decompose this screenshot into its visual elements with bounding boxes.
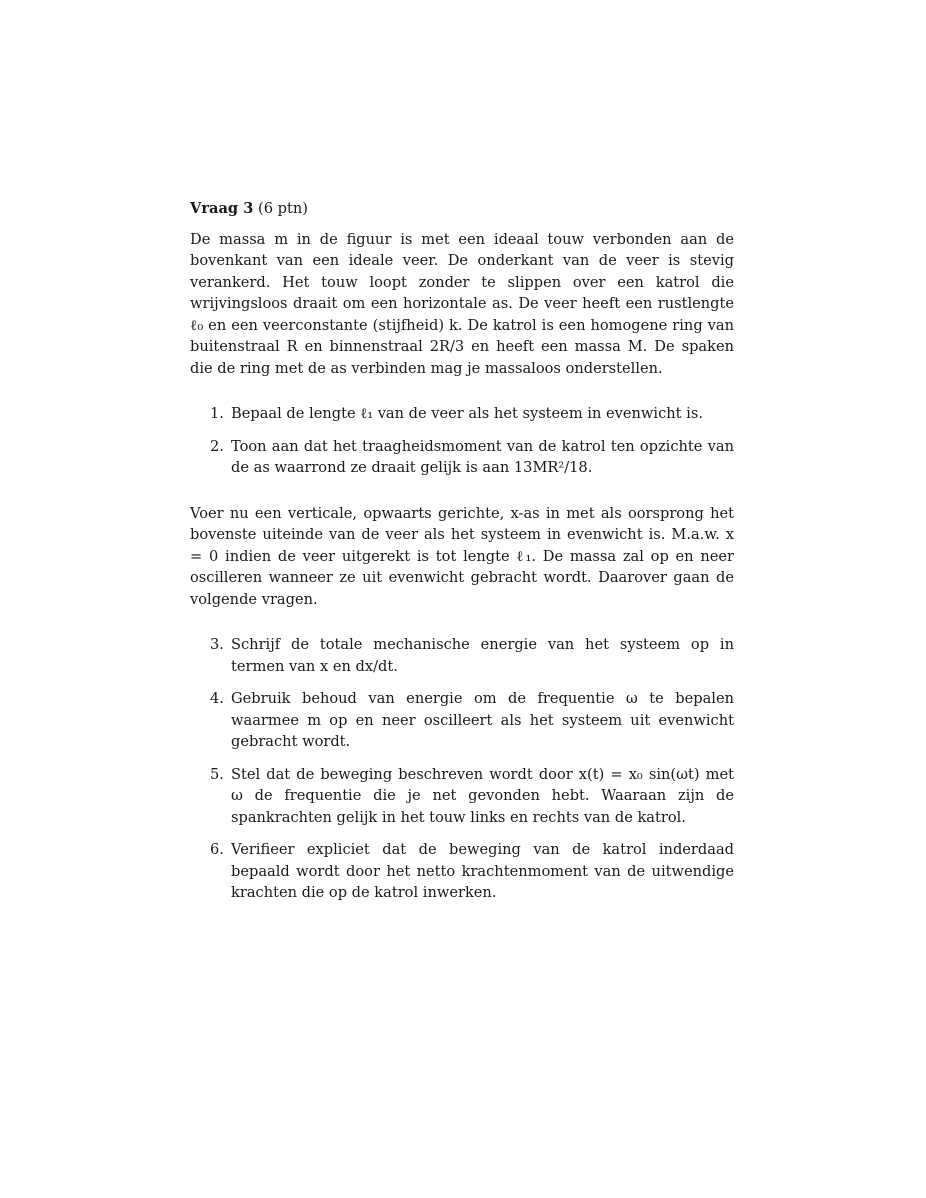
question-label: Vraag 3	[190, 200, 254, 217]
item-text: Verifieer expliciet dat de beweging van de katrol inderdaad bepaald wordt door het netto krachtenmoment van de uitwendige krachten die op de katrol inwerken.	[231, 841, 734, 901]
item-text: Bepaal de lengte ℓ₁ van de veer als het systeem in evenwicht is.	[231, 405, 703, 422]
item-number: 5.	[210, 765, 224, 783]
item-number: 4.	[210, 690, 224, 707]
item-number: 3.	[210, 636, 224, 653]
item-text: Gebruik behoud van energie om de frequentie ω te bepalen waarmee m op en neer oscilleert als het systeem uit evenwicht gebracht wordt.	[231, 690, 734, 750]
list-item	[190, 764, 734, 829]
list-item	[190, 634, 734, 677]
list-item	[190, 688, 734, 753]
list-item	[190, 436, 734, 479]
middle-paragraph: Voer nu een verticale, opwaarts gerichte, x-as in met als oorsprong het bovenste uiteinde van de veer als het systeem in evenwicht is. M.a.w. x = 0 indien de veer uitgerekt is tot lengte ℓ₁. De massa zal op en neer oscilleren wanneer ze uit evenwicht gebracht wordt. Daarover gaan de volgende vragen.	[190, 504, 734, 608]
item-number: 6.	[210, 841, 224, 858]
question-points: (6 ptn)	[258, 200, 308, 217]
item-text: Schrijf de totale mechanische energie van het systeem op in termen van x en dx/dt.	[231, 636, 734, 675]
item-text: Toon aan dat het traagheidsmoment van de katrol ten opzichte van de as waarrond ze draait gelijk is aan 13MR²/18.	[231, 437, 734, 476]
intro-paragraph: De massa m in de figuur is met een ideaal touw verbonden aan de bovenkant van een ideale veer. De onderkant van de veer is stevig verankerd. Het touw loopt zonder te slippen over een katrol die wrijvingsloos draait om een horizontale as. De veer heeft een rustlengte ℓ₀ en een veerconstante (stijfheid) k. De katrol is een homogene ring van buitenstraal R en binnenstraal 2R/3 en heeft een massa M. De spaken die de ring met de as verbinden mag je massaloos onderstellen.	[190, 230, 734, 377]
question-list-part-2	[190, 634, 734, 904]
item-number: 2.	[210, 437, 224, 455]
question-heading	[190, 198, 734, 220]
question-list-part-1	[190, 403, 734, 479]
item-number: 1.	[210, 405, 224, 422]
list-item	[190, 839, 734, 904]
exam-page	[190, 198, 734, 928]
list-item	[190, 403, 734, 425]
item-text: Stel dat de beweging beschreven wordt door x(t) = x₀ sin(ωt) met ω de frequentie die je net gevonden hebt. Waaraan zijn de spankrachten gelijk in het touw links en rechts van de katrol.	[231, 765, 734, 826]
